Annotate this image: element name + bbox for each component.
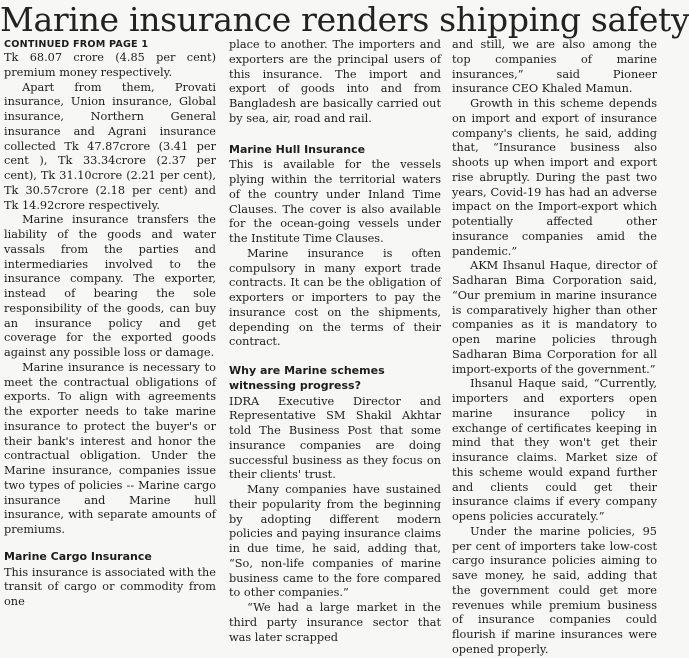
paragraph: Apart from them, Provati insurance, Union insurance, Global insurance, Northern General insurance and Agrani insurance collected Tk 47.87crore (3.41 per cent ), Tk 33.34crore (2.37 per cent), Tk 31.10crore (2.21 per cent), Tk 30.57crore (2.18 per cent) and Tk 14.92crore respectively. bbox=[4, 80, 216, 212]
paragraph: Marine insurance is often compulsory in many export trade contracts. It can be the obligation of exporters or importers to pay the insurance cost on the shipments, depending on the terms of their contract. bbox=[229, 246, 441, 349]
paragraph: “We had a large market in the third party insurance sector that was later scrapped bbox=[229, 601, 441, 644]
subheading-why-progress: Why are Marine schemes witnessing progress? bbox=[229, 364, 385, 392]
paragraph: Marine insurance transfers the liability of the goods and water vassals from the parties and intermediaries involved to the insurance company. The exporter, instead of bearing the sole responsibility of the goods, can buy an insurance policy and get coverage for the exported goods against any possible loss or damage. bbox=[4, 213, 216, 359]
paragraph: place to another. The importers and exporters are the principal users of this insurance. The import and export of goods into and from Bangladesh are basically carried out by sea, air, road and rail. bbox=[229, 38, 441, 125]
paragraph: Many companies have sustained their popularity from the beginning by adopting different modern policies and paying insurance claims in due time, he said, adding that, “So, non-life companies of marine business came to the fore compared to other companies.” bbox=[229, 483, 441, 600]
paragraph: IDRA Executive Director and Representative SM Shakil Akhtar told The Business Post that some insurance companies are doing successful business as they focus on their clients' trust. bbox=[229, 394, 441, 482]
subheading-marine-cargo: Marine Cargo Insurance bbox=[4, 549, 152, 563]
paragraph: This insurance is associated with the transit of cargo or commodity from one bbox=[4, 565, 216, 608]
subheading-marine-hull: Marine Hull Insurance bbox=[229, 142, 366, 156]
article-column-2 bbox=[229, 38, 441, 644]
article-column-3 bbox=[452, 38, 657, 656]
headline: Marine insurance renders shipping safety bbox=[0, 0, 689, 39]
paragraph: Growth in this scheme depends on import and export of insurance company's clients, he said, adding that, “Insurance business also shoots up when import and export rise abruptly. During the past two years, Covid-19 has had an adverse impact on the Import-export which potentially affected other insurance companies amid the pandemic.” bbox=[452, 97, 657, 258]
paragraph: This is available for the vessels plying within the territorial waters of the country under Inland Time Clauses. The cover is also available for the ocean-going vessels under the Institute Time Clauses. bbox=[229, 158, 441, 245]
paragraph: Ihsanul Haque said, “Currently, importers and exporters open marine insurance policy in exchange of certificates keeping in mind that they won't get their insurance claims. Market size of this scheme would expand further and clients could get their insurance claims if every company opens policies accurately.” bbox=[452, 377, 657, 523]
article-column-1 bbox=[4, 38, 216, 608]
paragraph: Tk 68.07 crore (4.85 per cent) premium money respectively. bbox=[4, 51, 216, 79]
paragraph: Marine insurance is necessary to meet the contractual obligations of exports. To align with agreements the exporter needs to take marine insurance to protect the buyer's or their bank's interest and honor the contractual obligation. Under the Marine insurance, companies issue two types of policies -- Marine cargo insurance and Marine hull insurance, with separate amounts of premiums. bbox=[4, 360, 216, 536]
paragraph: Under the marine policies, 95 per cent of importers take low-cost cargo insurance policies aiming to save money, he said, adding that the government could get more revenues while premium business of insurance companies could flourish if marine insurances were opened properly. bbox=[452, 524, 657, 656]
paragraph: AKM Ihsanul Haque, director of Sadharan Bima Corporation said, “Our premium in marine insurance is comparatively higher than other companies as it is mandatory to open marine policies through Sadharan Bima Corporation for all import-exports of the government.” bbox=[452, 259, 657, 376]
continued-label: CONTINUED FROM PAGE 1 bbox=[4, 39, 149, 50]
paragraph: and still, we are also among the top companies of marine insurances,” said Pioneer insurance CEO Khaled Mamun. bbox=[452, 38, 657, 96]
